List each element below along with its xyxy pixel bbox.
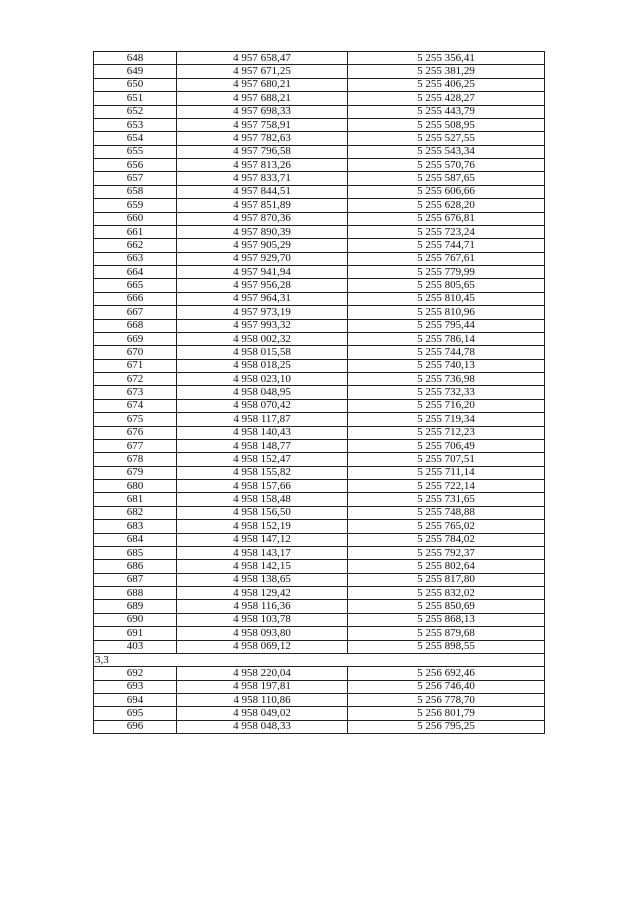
table-row [94,720,545,733]
point-number: 659 [94,199,177,212]
point-number: 666 [94,292,177,305]
y-coordinate: 5 255 716,20 [348,399,545,412]
y-coordinate: 5 255 719,34 [348,413,545,426]
point-number: 695 [94,707,177,720]
y-coordinate: 5 255 706,49 [348,439,545,452]
y-coordinate: 5 255 810,45 [348,292,545,305]
table-row [94,640,545,653]
point-number: 653 [94,118,177,131]
x-coordinate: 4 957 941,94 [177,266,348,279]
y-coordinate: 5 255 748,88 [348,506,545,519]
table-row [94,319,545,332]
table-row [94,199,545,212]
x-coordinate: 4 957 698,33 [177,105,348,118]
x-coordinate: 4 957 993,32 [177,319,348,332]
point-number: 688 [94,587,177,600]
table-row [94,225,545,238]
coordinates-table [93,51,545,734]
point-number: 662 [94,239,177,252]
y-coordinate: 5 255 723,24 [348,225,545,238]
table-row [94,707,545,720]
x-coordinate: 4 958 093,80 [177,627,348,640]
point-number: 675 [94,413,177,426]
table-row [94,386,545,399]
table-row [94,65,545,78]
table-row [94,694,545,707]
y-coordinate: 5 255 810,96 [348,306,545,319]
point-number: 663 [94,252,177,265]
x-coordinate: 4 957 813,26 [177,159,348,172]
y-coordinate: 5 255 712,23 [348,426,545,439]
point-number: 686 [94,560,177,573]
point-number: 674 [94,399,177,412]
point-number: 665 [94,279,177,292]
y-coordinate: 5 256 746,40 [348,680,545,693]
y-coordinate: 5 256 795,25 [348,720,545,733]
x-coordinate: 4 958 142,15 [177,560,348,573]
table-row [94,359,545,372]
point-number: 678 [94,453,177,466]
x-coordinate: 4 958 138,65 [177,573,348,586]
point-number: 669 [94,332,177,345]
point-number: 655 [94,145,177,158]
x-coordinate: 4 958 023,10 [177,373,348,386]
y-coordinate: 5 255 736,98 [348,373,545,386]
point-number: 689 [94,600,177,613]
point-number: 693 [94,680,177,693]
table-row [94,627,545,640]
point-number: 658 [94,185,177,198]
y-coordinate: 5 255 832,02 [348,587,545,600]
table-row [94,546,545,559]
table-row [94,680,545,693]
coordinates-table-body-b [94,667,545,734]
y-coordinate: 5 255 805,65 [348,279,545,292]
table-row [94,306,545,319]
y-coordinate: 5 255 898,55 [348,640,545,653]
point-number: 691 [94,627,177,640]
table-row [94,373,545,386]
y-coordinate: 5 255 795,44 [348,319,545,332]
point-number: 676 [94,426,177,439]
table-row [94,105,545,118]
table-row [94,145,545,158]
y-coordinate: 5 255 802,64 [348,560,545,573]
point-number: 664 [94,266,177,279]
y-coordinate: 5 255 543,34 [348,145,545,158]
x-coordinate: 4 957 973,19 [177,306,348,319]
table-row [94,212,545,225]
x-coordinate: 4 957 680,21 [177,78,348,91]
y-coordinate: 5 255 779,99 [348,266,545,279]
table-row [94,426,545,439]
table-row [94,279,545,292]
point-number: 652 [94,105,177,118]
table-row [94,413,545,426]
x-coordinate: 4 957 671,25 [177,65,348,78]
point-number: 684 [94,533,177,546]
table-row [94,520,545,533]
y-coordinate: 5 255 676,81 [348,212,545,225]
x-coordinate: 4 957 851,89 [177,199,348,212]
x-coordinate: 4 957 890,39 [177,225,348,238]
y-coordinate: 5 256 801,79 [348,707,545,720]
table-row [94,185,545,198]
x-coordinate: 4 958 015,58 [177,346,348,359]
table-row [94,92,545,105]
point-number: 654 [94,132,177,145]
table-row [94,252,545,265]
table-row [94,332,545,345]
table-row [94,573,545,586]
point-number: 649 [94,65,177,78]
table-row [94,292,545,305]
y-coordinate: 5 255 767,61 [348,252,545,265]
y-coordinate: 5 255 740,13 [348,359,545,372]
coordinates-table-body-a [94,52,545,654]
point-number: 692 [94,667,177,680]
x-coordinate: 4 957 833,71 [177,172,348,185]
x-coordinate: 4 958 117,87 [177,413,348,426]
y-coordinate: 5 255 744,78 [348,346,545,359]
x-coordinate: 4 957 844,51 [177,185,348,198]
x-coordinate: 4 958 152,47 [177,453,348,466]
x-coordinate: 4 958 143,17 [177,546,348,559]
table-row [94,560,545,573]
x-coordinate: 4 958 048,33 [177,720,348,733]
table-row [94,266,545,279]
y-coordinate: 5 255 570,76 [348,159,545,172]
point-number: 690 [94,613,177,626]
table-row [94,453,545,466]
x-coordinate: 4 958 110,86 [177,694,348,707]
x-coordinate: 4 958 152,19 [177,520,348,533]
x-coordinate: 4 957 658,47 [177,52,348,65]
x-coordinate: 4 958 148,77 [177,439,348,452]
table-row [94,172,545,185]
y-coordinate: 5 255 817,80 [348,573,545,586]
point-number: 672 [94,373,177,386]
table-row [94,132,545,145]
y-coordinate: 5 255 850,69 [348,600,545,613]
section-row [94,653,545,666]
point-number: 681 [94,493,177,506]
y-coordinate: 5 255 792,37 [348,546,545,559]
section-row-group [94,653,545,666]
x-coordinate: 4 958 157,66 [177,480,348,493]
point-number: 677 [94,439,177,452]
table-row [94,118,545,131]
x-coordinate: 4 958 116,36 [177,600,348,613]
point-number: 685 [94,546,177,559]
table-row [94,587,545,600]
table-row [94,493,545,506]
point-number: 661 [94,225,177,238]
table-row [94,52,545,65]
x-coordinate: 4 958 002,32 [177,332,348,345]
y-coordinate: 5 255 784,02 [348,533,545,546]
y-coordinate: 5 255 587,65 [348,172,545,185]
table-row [94,399,545,412]
y-coordinate: 5 255 765,02 [348,520,545,533]
y-coordinate: 5 255 868,13 [348,613,545,626]
x-coordinate: 4 958 070,42 [177,399,348,412]
point-number: 650 [94,78,177,91]
point-number: 668 [94,319,177,332]
point-number: 682 [94,506,177,519]
y-coordinate: 5 255 606,66 [348,185,545,198]
point-number: 680 [94,480,177,493]
point-number: 687 [94,573,177,586]
point-number: 671 [94,359,177,372]
y-coordinate: 5 255 356,41 [348,52,545,65]
table-row [94,600,545,613]
x-coordinate: 4 958 140,43 [177,426,348,439]
x-coordinate: 4 957 905,29 [177,239,348,252]
x-coordinate: 4 958 069,12 [177,640,348,653]
y-coordinate: 5 255 786,14 [348,332,545,345]
x-coordinate: 4 957 782,63 [177,132,348,145]
x-coordinate: 4 958 155,82 [177,466,348,479]
x-coordinate: 4 957 964,31 [177,292,348,305]
point-number: 696 [94,720,177,733]
y-coordinate: 5 255 406,25 [348,78,545,91]
x-coordinate: 4 957 758,91 [177,118,348,131]
y-coordinate: 5 255 732,33 [348,386,545,399]
x-coordinate: 4 958 158,48 [177,493,348,506]
point-number: 683 [94,520,177,533]
x-coordinate: 4 958 129,42 [177,587,348,600]
table-row [94,480,545,493]
point-number: 656 [94,159,177,172]
x-coordinate: 4 958 049,02 [177,707,348,720]
y-coordinate: 5 255 381,29 [348,65,545,78]
x-coordinate: 4 958 103,78 [177,613,348,626]
x-coordinate: 4 957 688,21 [177,92,348,105]
table-row [94,159,545,172]
table-row [94,78,545,91]
y-coordinate: 5 255 879,68 [348,627,545,640]
x-coordinate: 4 958 018,25 [177,359,348,372]
table-row [94,439,545,452]
y-coordinate: 5 255 731,65 [348,493,545,506]
table-row [94,239,545,252]
y-coordinate: 5 255 443,79 [348,105,545,118]
point-number: 403 [94,640,177,653]
y-coordinate: 5 255 722,14 [348,480,545,493]
x-coordinate: 4 958 156,50 [177,506,348,519]
y-coordinate: 5 255 711,14 [348,466,545,479]
section-label: 3,3 [94,653,545,666]
x-coordinate: 4 958 197,81 [177,680,348,693]
x-coordinate: 4 957 956,28 [177,279,348,292]
x-coordinate: 4 957 870,36 [177,212,348,225]
y-coordinate: 5 255 707,51 [348,453,545,466]
point-number: 667 [94,306,177,319]
y-coordinate: 5 255 508,95 [348,118,545,131]
table-row [94,506,545,519]
table-row [94,667,545,680]
table-row [94,346,545,359]
point-number: 673 [94,386,177,399]
y-coordinate: 5 255 744,71 [348,239,545,252]
point-number: 651 [94,92,177,105]
y-coordinate: 5 256 778,70 [348,694,545,707]
y-coordinate: 5 255 527,55 [348,132,545,145]
y-coordinate: 5 255 428,27 [348,92,545,105]
x-coordinate: 4 958 048,95 [177,386,348,399]
point-number: 657 [94,172,177,185]
point-number: 670 [94,346,177,359]
point-number: 679 [94,466,177,479]
y-coordinate: 5 255 628,20 [348,199,545,212]
point-number: 648 [94,52,177,65]
x-coordinate: 4 958 147,12 [177,533,348,546]
x-coordinate: 4 957 929,70 [177,252,348,265]
y-coordinate: 5 256 692,46 [348,667,545,680]
table-row [94,466,545,479]
table-row [94,613,545,626]
x-coordinate: 4 957 796,58 [177,145,348,158]
x-coordinate: 4 958 220,04 [177,667,348,680]
point-number: 660 [94,212,177,225]
point-number: 694 [94,694,177,707]
table-row [94,533,545,546]
